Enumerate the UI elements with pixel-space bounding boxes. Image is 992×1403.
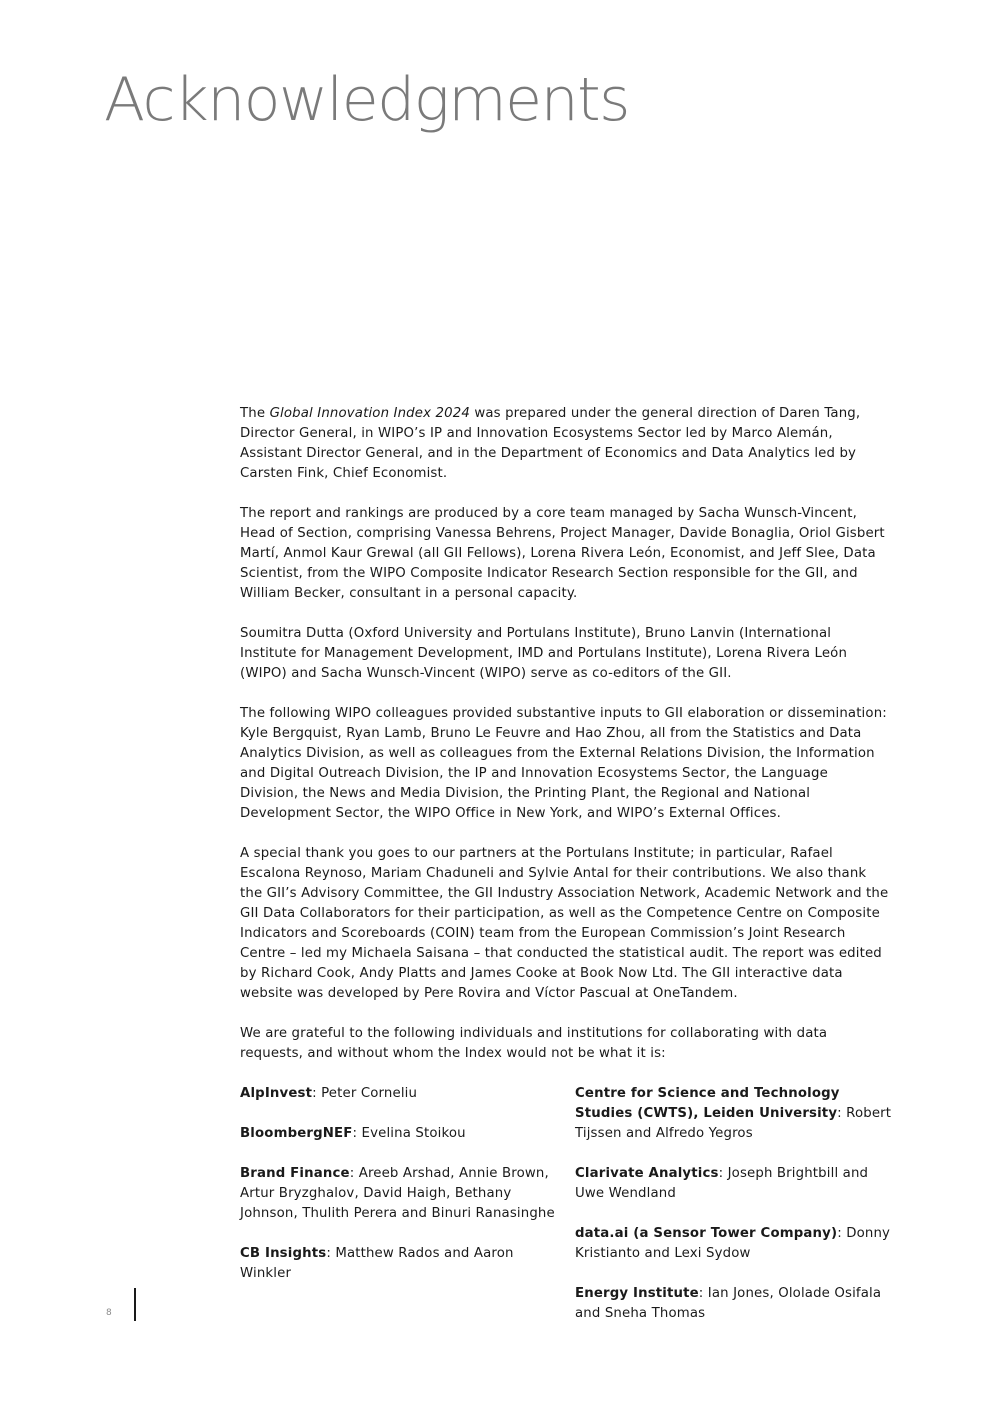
collaborator-people: : Ian Jones, Ololade Osifala and Sneha Thomas: [575, 1286, 882, 1321]
intro-text-end: was prepared under the general direction of Daren Tang, Director General, in WIPO’s IP and Innovation Ecosystems Sector led by Marco Alemán, Assistant Director General, and in the Department of Economics and Data Analytics led by Carsten Fink, Chief Economist.: [240, 406, 861, 481]
collaborator-people: : Evelina Stoikou: [352, 1126, 466, 1141]
collaborator-org: Brand Finance: [240, 1166, 350, 1181]
intro-paragraph: [240, 404, 890, 484]
collaborator-org: BloombergNEF: [240, 1126, 353, 1141]
collaborator-people: : Matthew Rados and Aaron Winkler: [240, 1246, 514, 1281]
collaborator-org: AlpInvest: [240, 1086, 313, 1101]
acknowledgments-body: [240, 404, 890, 1344]
collaborator-org: data.ai (a Sensor Tower Company): [575, 1226, 838, 1241]
collaborator-org: Clarivate Analytics: [575, 1166, 719, 1181]
intro-text-start: The: [240, 406, 270, 421]
collaborator-org: Energy Institute: [575, 1286, 699, 1301]
paragraph-co-editors: Soumitra Dutta (Oxford University and Portulans Institute), Bruno Lanvin (International Institute for Management Development, IMD and Portulans Institute), Lorena Rivera León (WIPO) and Sacha Wunsch-Vincent (WIPO) serve as co-editors of the GII.: [240, 626, 848, 681]
report-title-italic: Global Innovation Index 2024: [269, 406, 470, 421]
collaborator-entry: [575, 1284, 893, 1324]
collaborator-people: : Robert Tijssen and Alfredo Yegros: [575, 1106, 892, 1141]
collaborator-entry: [240, 1084, 555, 1104]
page-title: Acknowledgments: [104, 65, 629, 135]
collaborator-entry: [575, 1164, 893, 1204]
paragraph-core-team: The report and rankings are produced by a core team managed by Sacha Wunsch-Vincent, Head of Section, comprising Vanessa Behrens, Project Manager, Davide Bonaglia, Oriol Gisbert Martí, Anmol Kaur Grewal (all GII Fellows), Lorena Rivera León, Economist, and Jeff Slee, Data Scientist, from the WIPO Composite Indicator Research Section responsible for the GII, and William Becker, consultant in a personal capacity.: [240, 506, 885, 601]
paragraph-wipo-colleagues: The following WIPO colleagues provided substantive inputs to GII elaboration or dissemination: Kyle Bergquist, Ryan Lamb, Bruno Le Feuvre and Hao Zhou, all from the Statistics and Data Analytics Division, as well as colleagues from the External Relations Division, the Information and Digital Outreach Division, the IP and Innovation Ecosystems Sector, the Language Division, the News and Media Division, the Printing Plant, the Regional and National Development Sector, the WIPO Office in New York, and WIPO’s External Offices.: [240, 706, 887, 821]
collaborator-entry: [240, 1124, 555, 1144]
paragraph-partners: A special thank you goes to our partners at the Portulans Institute; in particular, Rafael Escalona Reynoso, Mariam Chaduneli and Sylvie Antal for their contributions. We also thank the GII’s Advisory Committee, the GII Industry Association Network, Academic Network and the GII Data Collaborators for their participation, as well as the Competence Centre on Composite Indicators and Scoreboards (COIN) team from the European Commission’s Joint Research Centre – led my Michaela Saisana – that conducted the statistical audit. The report was edited by Richard Cook, Andy Platts and James Cooke at Book Now Ltd. The GII interactive data website was developed by Pere Rovira and Víctor Pascual at OneTandem.: [240, 846, 889, 1001]
collaborator-org: CB Insights: [240, 1246, 327, 1261]
collaborator-people: : Joseph Brightbill and Uwe Wendland: [575, 1166, 869, 1201]
collaborator-column-right: [575, 1084, 893, 1344]
collaborator-entry: [575, 1224, 893, 1264]
collaborator-people: : Areeb Arshad, Annie Brown, Artur Bryzghalov, David Haigh, Bethany Johnson, Thulith Perera and Binuri Ranasinghe: [240, 1166, 555, 1221]
collaborator-entry: [240, 1164, 555, 1224]
collaborator-entry: [575, 1084, 893, 1144]
page-number-divider: [134, 1288, 136, 1321]
collaborator-column-left: [240, 1084, 555, 1344]
collaborator-people: : Peter Corneliu: [312, 1086, 418, 1101]
collaborator-columns: [240, 1084, 890, 1344]
collaborator-org: Centre for Science and Technology Studies (CWTS), Leiden University: [575, 1086, 840, 1121]
collaborator-entry: [240, 1244, 555, 1284]
collaborator-people: : Donny Kristianto and Lexi Sydow: [575, 1226, 891, 1261]
paragraph-data-collaborators: We are grateful to the following individuals and institutions for collaborating with data requests, and without whom the Index would not be what it is:: [240, 1026, 828, 1061]
page-number: 8: [106, 1308, 112, 1318]
